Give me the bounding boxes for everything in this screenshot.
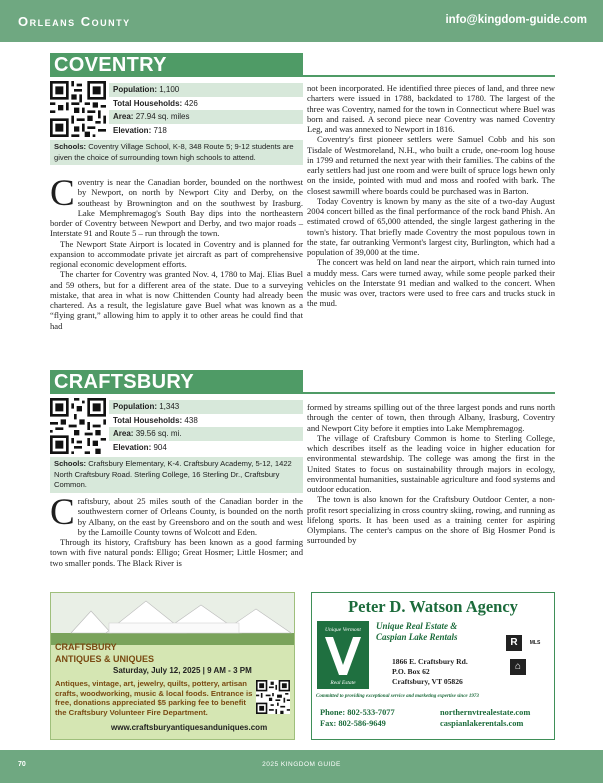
coventry-para-5: Today Coventry is known by many as the site of a two-day August 2004 concert billed as the final performance of the rock band Phish. An estimated crowd of 65,000 attended, the single largest gathering in the town's history. That briefly made Coventry the most populous town in the state, far outranking Vermont's largest city, Burlington, which had a population of 39,000 at the time. xyxy=(307,195,555,257)
coventry-para-6: The concert was held on land near the airport, which rain turned into a muddy mess. Cars were turned away, while some people parked their vehicles on the Interstate 91 median and walked to the concert. When the music was over, tractors were used to free cars and trucks stuck in the mud. xyxy=(307,257,555,309)
coventry-para-4: Coventry's first pioneer settlers were Samuel Cobb and his son Tisdale of Westmoreland, N.H., who built a crude, one-room log house in 1799 and returned the next year with their families. The cabins of the early settlers had just one room and were built of spruce logs hewn only on the inside, pointed with mud and moss and roofed with bark. The closest sawmill where boards could be purchased was in Barton. xyxy=(307,134,555,196)
watson-logo-bottom-text: Real Estate xyxy=(330,680,356,686)
stat-area: Area: 27.94 sq. miles xyxy=(109,110,303,124)
craftsbury-rule xyxy=(303,392,555,394)
craftsbury-heading: CRAFTSBURY xyxy=(50,370,303,394)
stat-area: Area: 39.56 sq. mi. xyxy=(109,427,303,441)
craftsbury-col-right xyxy=(307,402,555,546)
coventry-col-right xyxy=(307,83,555,309)
equal-housing-icon: ⌂ xyxy=(510,659,526,675)
craftsbury-col-left xyxy=(50,492,303,568)
page-footer xyxy=(0,750,603,783)
craftsbury-para-2: Through its history, Craftsbury has been known as a good farming town with five natural ponds: Elligo; Great Hosmer; Little Hosmer; and two smaller ponds. The Black River is xyxy=(50,537,303,568)
watson-agency-ad[interactable] xyxy=(311,592,555,740)
coventry-para-2: The Newport State Airport is located in Coventry and is planned for expansion to accommodate private jet aircraft as part of comprehensive regional economic development efforts. xyxy=(50,238,303,269)
watson-subtitle: Unique Real Estate & Caspian Lake Rentals xyxy=(376,621,458,642)
stat-households: Total Households: 438 xyxy=(113,415,198,425)
watson-address: 1866 E. Craftsbury Rd. P.O. Box 62 Craftsbury, VT 05826 xyxy=(392,657,468,686)
stat-elevation: Elevation: 904 xyxy=(113,442,167,452)
coventry-schools: Schools: Coventry Village School, K-8, 348 Route 5; 9-12 students are given the choice of surrounding town high schools to attend. xyxy=(50,140,303,165)
coventry-rule xyxy=(303,75,555,77)
craftsbury-para-2-cont: formed by streams spilling out of the three largest ponds and runs north through the center of town, then through Albany, Irasburg, Coventry and Newport City before it empties into Lake Memphremagog. xyxy=(307,402,555,433)
coventry-para-1: Coventry is near the Canadian border, bounded on the northwest by Newport, on north by Newport City and Derby, on the southeast by Brownington and on the southwest by Irasburg. Lake Memphremagog's South Bay dips into the northeastern border of Coventry between Newport and Derby, and two major roads – Interstate 91 and Route 5 – run through the town. xyxy=(50,173,303,239)
craftsbury-para-4: The town is also known for the Craftsbury Outdoor Center, a non-profit resort specializing in cross country skiing, rowing, and running as lifelong sports. It has been used as a training center for aspiring Olympians. The center's campus on the shore of Big Hosmer Pond is surrounded by xyxy=(307,494,555,546)
antiques-title: CRAFTSBURY ANTIQUES & UNIQUES xyxy=(55,642,155,664)
stat-population: Population: 1,343 xyxy=(109,400,303,414)
drop-cap: C xyxy=(50,173,75,214)
watson-websites[interactable] xyxy=(440,707,530,729)
watson-website-1[interactable]: northernvtrealestate.com xyxy=(440,708,531,717)
watson-logo-top-text: Unique Vermont xyxy=(325,627,361,633)
watson-phone: Phone: 802-533-7077 Fax: 802-586-9649 xyxy=(320,708,395,728)
coventry-para-3-cont: not been incorporated. He identified three pieces of land, and three new charters were issued in 1788, backdated to 1780. The largest of the three was Coventry, named for the town in Connecticut where Buel was born and raised. A second piece near Coventry was named Coventry Leg, and was annexed to Newport in 1816. xyxy=(307,83,555,134)
coventry-qr-code xyxy=(50,81,106,137)
craftsbury-stats xyxy=(109,400,303,454)
watson-website-2[interactable]: caspianlakerentals.com xyxy=(440,719,524,728)
coventry-stats xyxy=(109,83,303,137)
coventry-heading: COVENTRY xyxy=(50,53,303,77)
antiques-url[interactable]: www.craftsburyantiquesanduniques.com xyxy=(111,723,268,732)
mls-badge-icon: MLS xyxy=(526,635,544,651)
realtor-badge-icon: R xyxy=(506,635,522,651)
stat-households: Total Households: 426 xyxy=(113,98,198,108)
coventry-col-left xyxy=(50,173,303,331)
page-header xyxy=(0,0,603,42)
county-title: Orleans County xyxy=(18,14,131,29)
craftsbury-schools: Schools: Craftsbury Elementary, K-4. Craftsbury Academy, 5-12, 1422 North Craftsbury Road. Sterling College, 16 Sterling Dr., Craftsbury Common. xyxy=(50,457,303,493)
craftsbury-para-1: Craftsbury, about 25 miles south of the Canadian border in the southwestern corner of Orleans County, is bounded on the north by Albany, on the east by Greensboro and on the south and west by the Lamoille County towns of Wolcott and Eden. xyxy=(50,492,303,537)
antiques-date: Saturday, July 12, 2025 | 9 AM - 3 PM xyxy=(113,666,252,675)
coventry-para-3: The charter for Coventry was granted Nov. 4, 1780 to Maj. Elias Buel and 59 others, but for a different area of the state. Due to a surveying mistake, that area in what is now Chittenden County had already been chartered. As a result, the legislature gave Buel what was known as a “flying grant,” allowing him to apply it to other areas he could find that had xyxy=(50,269,303,331)
stat-elevation: Elevation: 718 xyxy=(113,125,167,135)
footer-guide-title: 2025 KINGDOM GUIDE xyxy=(262,761,341,768)
antiques-qr-code xyxy=(256,680,290,714)
watson-tagline: Committed to providing exceptional service and marketing expertise since 1973 xyxy=(316,694,479,699)
page-number: 70 xyxy=(18,761,26,768)
craftsbury-para-3: The village of Craftsbury Common is home to Sterling College, which describes itself as the leading voice in higher education for environmental stewardship. The college was among the first in the United States to focus on sustainability through majors in ecology, environmental humanities, sustainable agriculture and food systems and outdoor education. xyxy=(307,432,555,494)
watson-logo xyxy=(317,621,369,689)
antiques-uniques-ad[interactable] xyxy=(50,592,295,740)
stat-population: Population: 1,100 xyxy=(109,83,303,97)
antiques-description: Antiques, vintage, art, jewelry, quilts, pottery, artisan crafts, woodworking, music & local foods. Entrance is free, donations appreciated $5 parking fee to benefit the Craftsbury Volunteer Fire Department. xyxy=(55,679,253,717)
drop-cap: C xyxy=(50,492,75,533)
header-email: info@kingdom-guide.com xyxy=(445,14,587,26)
tent-photo xyxy=(51,593,294,645)
watson-title: Peter D. Watson Agency xyxy=(348,597,518,616)
craftsbury-qr-code xyxy=(50,398,106,454)
